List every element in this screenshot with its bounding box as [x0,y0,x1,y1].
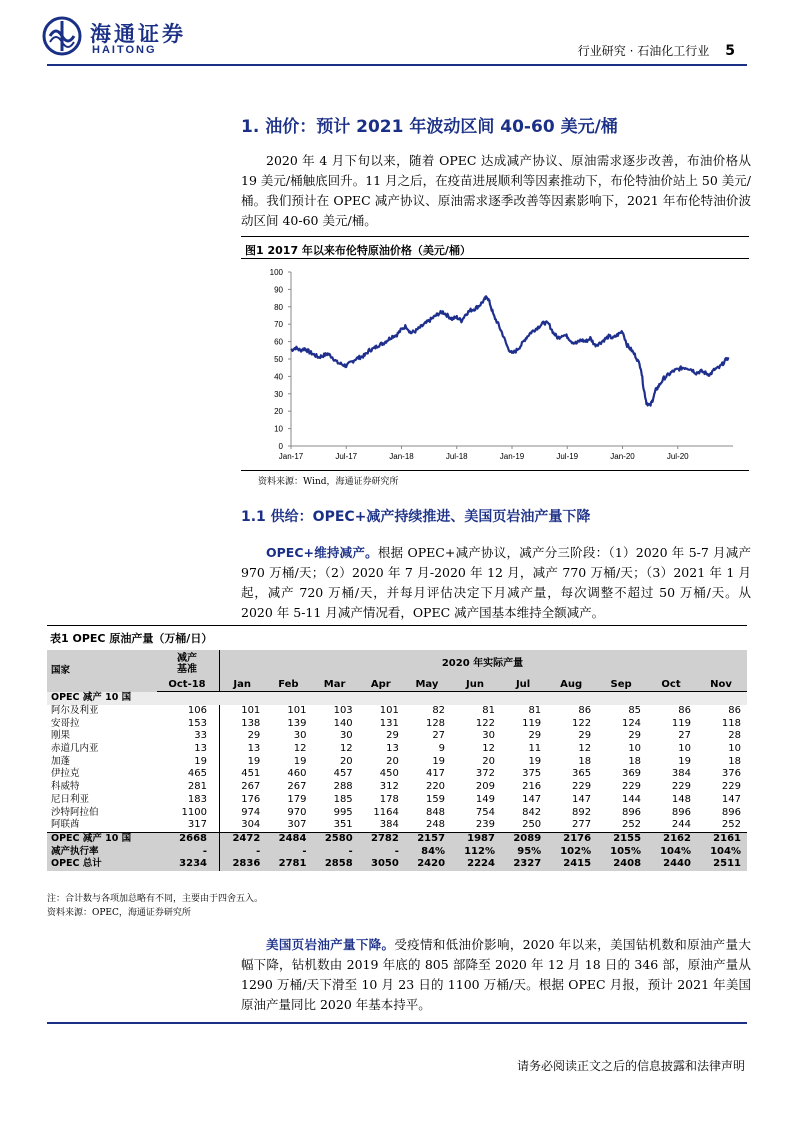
total-value: 105% [597,845,647,858]
total-base: - [157,845,220,858]
total-value: 2176 [547,832,597,845]
row-value: 20 [482,755,495,767]
total-value: 84% [405,845,451,858]
row-value: 147 [522,793,542,805]
row-country: 沙特阿拉伯 [51,806,99,818]
table-total-row [47,845,747,858]
row-value: 365 [572,768,592,780]
total-label: 减产执行率 [47,845,157,858]
page-number: 5 [725,43,735,59]
row-value: 139 [287,717,307,729]
row-value: 159 [425,793,446,805]
row-value: 209 [475,781,495,793]
row-country: 加蓬 [51,755,71,767]
row-value: 252 [721,819,741,831]
total-value: 2484 [266,832,312,845]
row-value: 138 [241,717,261,729]
row-value: 118 [721,717,741,729]
row-value: 896 [621,806,642,818]
header-actual: 2020 年实际产量 [220,650,748,678]
row-value: 244 [671,819,691,831]
y-tick-label: 10 [274,424,283,434]
row-value: 29 [578,730,592,742]
total-value: 2472 [220,832,267,845]
row-value: 179 [287,793,307,805]
header-country: 国家 [47,650,157,692]
figure-1-source: 资料来源：Wind，海通证券研究所 [258,477,399,487]
section-1-1-title: 1.1 供给：OPEC+减产持续推进、美国页岩油产量下降 [241,509,591,525]
header-base [157,650,220,678]
row-value: 119 [522,717,542,729]
total-value: 2408 [597,858,647,871]
opec-text: 根据 OPEC+减产协议，减产分三阶段：（1）2020 年 5-7 月减产 970 万桶/天；（2）2020 年 7 月-2020 年 12 月，减产 770 万桶/天；（3）2021 年 1 月起，减产 720 万桶/天，并每月评估决定下月减产量，每次调整不超过 50 万桶/天。从 2020 年 5-11 月减产情况看，OPEC 减产国基本维持全额减产。 [241,545,751,620]
row-value: 12 [293,743,307,755]
total-value: 2224 [451,858,501,871]
shale-paragraph [241,935,751,1015]
table-row [47,743,747,756]
total-value: 2782 [359,832,405,845]
row-value: 30 [482,730,495,742]
total-value: 2157 [405,832,451,845]
row-country: 阿尔及利亚 [51,705,99,717]
row-country: 科威特 [51,781,80,793]
row-value: 216 [522,781,542,793]
x-tick-label: Jan-20 [610,452,635,461]
total-value: 2161 [697,832,747,845]
row-value: 267 [287,781,307,793]
total-value: - [266,845,312,858]
row-value: 122 [572,717,592,729]
y-tick-label: 50 [274,355,283,364]
figure-bottom-rule [241,470,749,471]
header-divider [47,64,747,66]
row-country: 尼日利亚 [51,793,90,805]
row-value: 101 [287,705,307,717]
row-value: 248 [425,819,446,831]
total-value: 2440 [647,858,697,871]
row-country: 刚果 [51,730,71,742]
row-value: 18 [628,755,642,767]
row-base: 19 [157,755,220,768]
x-tick-label: Jul-18 [445,452,468,461]
total-value: 2415 [547,858,597,871]
header-month: May [405,678,451,692]
row-value: 140 [333,717,353,729]
header-month: Sep [597,678,647,692]
header-base-month: Oct-18 [157,678,220,692]
row-value: 18 [728,755,741,767]
logo-chinese-name: 海通证券 [90,21,186,46]
row-value: 86 [728,705,741,717]
row-value: 101 [241,705,261,717]
x-tick-label: Jan-17 [278,452,304,461]
shale-lead: 美国页岩油产量下降。 [266,937,395,952]
header-month: Oct [647,678,697,692]
header-month: Aug [547,678,597,692]
brent-price-chart [241,258,749,470]
row-value: 970 [287,806,307,818]
row-base: 106 [157,705,220,718]
row-value: 229 [572,781,592,793]
row-value: 29 [528,730,542,742]
footer-divider [47,1022,747,1024]
figure-1-title: 图1 2017 年以来布伦特原油价格（美元/桶） [245,244,471,257]
table-note: 注：合计数与各项加总略有不同，主要由于四舍五入。 [47,894,264,904]
row-value: 119 [671,717,691,729]
x-tick-label: Jul-17 [335,452,358,461]
row-value: 229 [621,781,642,793]
row-value: 20 [339,755,353,767]
total-label: OPEC 减产 10 国 [47,832,157,845]
row-value: 29 [247,730,261,742]
row-value: 147 [721,793,741,805]
row-value: 30 [339,730,353,742]
y-tick-label: 80 [274,302,283,312]
row-value: 842 [522,806,542,818]
row-value: 86 [678,705,691,717]
row-base: 281 [157,781,220,794]
table-row [47,781,747,794]
x-tick-label: Jul-20 [666,452,689,461]
row-value: 178 [379,793,399,805]
row-value: 11 [528,743,542,755]
row-value: 19 [432,755,446,767]
row-value: 450 [379,768,399,780]
y-tick-label: 40 [274,372,283,382]
row-value: 229 [721,781,741,793]
row-value: 754 [475,806,495,818]
row-value: 149 [475,793,495,805]
row-base: 1100 [157,806,220,819]
total-value: 2327 [501,858,547,871]
row-base: 13 [157,743,220,756]
total-value: - [312,845,358,858]
row-value: 81 [482,705,495,717]
section-1-paragraph: 2020 年 4 月下旬以来，随着 OPEC 达成减产协议、原油需求逐步改善，布油价格从 19 美元/桶触底回升。11 月之后，在疫苗进展顺利等因素推动下，布伦特油价站上 50 美元/桶。我们预计在 OPEC 减产协议、原油需求逐季改善等因素影响下，2021 年布伦特油价波动区间 40-60 美元/桶。 [241,153,751,228]
row-value: 277 [572,819,592,831]
table-group-row [47,692,747,705]
row-value: 20 [386,755,399,767]
opec-production-table [47,650,747,871]
row-base: 465 [157,768,220,781]
header-info [520,42,735,59]
total-value: 2511 [697,858,747,871]
table-row [47,717,747,730]
row-value: 28 [728,730,741,742]
y-tick-label: 70 [274,320,283,330]
total-value: 2089 [501,832,547,845]
table-total-row [47,858,747,871]
logo-english-name: HAITONG [92,44,157,56]
header-month: Jun [451,678,501,692]
shale-text: 受疫情和低油价影响，2020 年以来，美国钻机数和原油产量大幅下降，钻机数由 2019 年底的 805 部降至 2020 年 12 月 18 日的 346 部，原油产量从 1290 万桶/天下滑至 10 月 23 日的 1100 万桶/天。根据 OPEC 月报，预计 2021 年美国原油产量同比 2020 年基本持平。 [241,937,751,1012]
row-value: 417 [425,768,446,780]
total-label: OPEC 总计 [47,858,157,871]
row-value: 229 [671,781,691,793]
table-row [47,794,747,807]
total-base: 2668 [157,832,220,845]
y-tick-label: 90 [274,285,283,295]
row-value: 29 [628,730,642,742]
row-country: 阿联酋 [51,819,80,831]
row-value: 974 [241,806,261,818]
row-value: 995 [333,806,353,818]
table-total-row [47,832,747,845]
x-tick-label: Jan-19 [499,452,525,461]
row-value: 252 [621,819,642,831]
x-tick-label: Jul-19 [556,452,579,461]
row-value: 892 [572,806,592,818]
total-value: 2836 [220,858,267,871]
row-value: 27 [678,730,691,742]
table-row [47,730,747,743]
row-value: 13 [247,743,261,755]
row-value: 176 [241,793,261,805]
row-value: 384 [671,768,691,780]
row-value: 372 [475,768,495,780]
table-row [47,806,747,819]
row-value: 148 [671,793,691,805]
y-tick-label: 20 [274,407,283,417]
total-value: 2162 [647,832,697,845]
row-value: 369 [621,768,642,780]
total-value: 1987 [451,832,501,845]
row-base: 183 [157,794,220,807]
row-value: 460 [287,768,307,780]
row-value: 103 [333,705,353,717]
total-value: 2420 [405,858,451,871]
row-value: 451 [241,768,261,780]
row-value: 12 [482,743,495,755]
row-value: 250 [522,819,542,831]
footer-disclaimer: 请务必阅读正文之后的信息披露和法律声明 [516,1059,745,1073]
table-row [47,705,747,718]
total-value: - [359,845,405,858]
header-month: Apr [359,678,405,692]
row-value: 101 [379,705,399,717]
header-month: Jul [501,678,547,692]
row-country: 安哥拉 [51,717,80,729]
row-value: 384 [379,819,399,831]
row-value: 18 [578,755,592,767]
total-value: - [220,845,267,858]
x-tick-label: Jan-18 [389,452,414,461]
figure-top-rule [241,236,749,237]
table-1-title: 表1 OPEC 原油产量（万桶/日） [50,632,213,645]
row-value: 81 [528,705,542,717]
row-value: 351 [333,819,353,831]
row-base: 153 [157,717,220,730]
row-value: 375 [522,768,542,780]
row-country: 伊拉克 [51,768,80,780]
table-top-rule [47,625,747,626]
row-value: 848 [425,806,446,818]
row-base: 317 [157,819,220,832]
row-value: 144 [621,793,642,805]
y-tick-label: 30 [274,389,283,399]
row-value: 185 [333,793,353,805]
row-value: 19 [247,755,261,767]
row-value: 10 [678,743,691,755]
header-base-line2: 基准 [177,664,197,675]
row-value: 376 [721,768,741,780]
row-country: 赤道几内亚 [51,743,99,755]
row-value: 267 [241,781,261,793]
row-value: 19 [678,755,691,767]
row-value: 124 [621,717,642,729]
section-1-1-paragraph [241,543,751,623]
y-tick-label: 60 [274,337,283,347]
row-value: 304 [241,819,261,831]
row-value: 220 [425,781,446,793]
total-value: 104% [697,845,747,858]
header-month: Mar [312,678,358,692]
row-value: 1164 [373,806,399,818]
row-value: 10 [628,743,642,755]
total-value: 2781 [266,858,312,871]
row-value: 307 [287,819,307,831]
row-value: 312 [379,781,399,793]
row-value: 131 [379,717,399,729]
row-value: 9 [438,743,446,755]
row-value: 147 [572,793,592,805]
row-value: 239 [475,819,495,831]
total-value: 102% [547,845,597,858]
header-month: Jan [220,678,267,692]
section-1-title: 1. 油价：预计 2021 年波动区间 40-60 美元/桶 [241,117,618,137]
header-base-line1: 减产 [177,653,197,664]
total-value: 2155 [597,832,647,845]
table-row [47,819,747,832]
total-base: 3234 [157,858,220,871]
table-row [47,768,747,781]
row-value: 10 [728,743,741,755]
row-value: 86 [578,705,592,717]
row-value: 12 [339,743,353,755]
group-label: OPEC 减产 10 国 [47,692,747,705]
total-value: 3050 [359,858,405,871]
header-category: 行业研究 · 石油化工行业 [577,44,710,58]
row-base: 33 [157,730,220,743]
y-tick-label: 0 [278,442,283,451]
row-value: 288 [333,781,353,793]
total-value: 112% [451,845,501,858]
row-value: 19 [528,755,542,767]
row-value: 30 [293,730,307,742]
table-source: 资料来源：OPEC，海通证券研究所 [47,908,191,918]
total-value: 2858 [312,858,358,871]
header-month: Nov [697,678,747,692]
row-value: 85 [628,705,642,717]
row-value: 12 [578,743,592,755]
row-value: 896 [671,806,691,818]
row-value: 19 [293,755,307,767]
row-value: 896 [721,806,741,818]
row-value: 27 [432,730,446,742]
row-value: 29 [386,730,399,742]
total-value: 2580 [312,832,358,845]
row-value: 457 [333,768,353,780]
row-value: 13 [386,743,399,755]
opec-lead: OPEC+维持减产。 [266,545,378,560]
y-tick-label: 100 [269,268,283,277]
row-value: 82 [432,705,446,717]
table-row [47,755,747,768]
table-header-row [47,650,747,678]
row-value: 128 [425,717,446,729]
brent-price-line [291,296,728,405]
header-month: Feb [266,678,312,692]
logo-emblem [42,16,82,56]
row-value: 122 [475,717,495,729]
total-value: 95% [501,845,547,858]
total-value: 104% [647,845,697,858]
